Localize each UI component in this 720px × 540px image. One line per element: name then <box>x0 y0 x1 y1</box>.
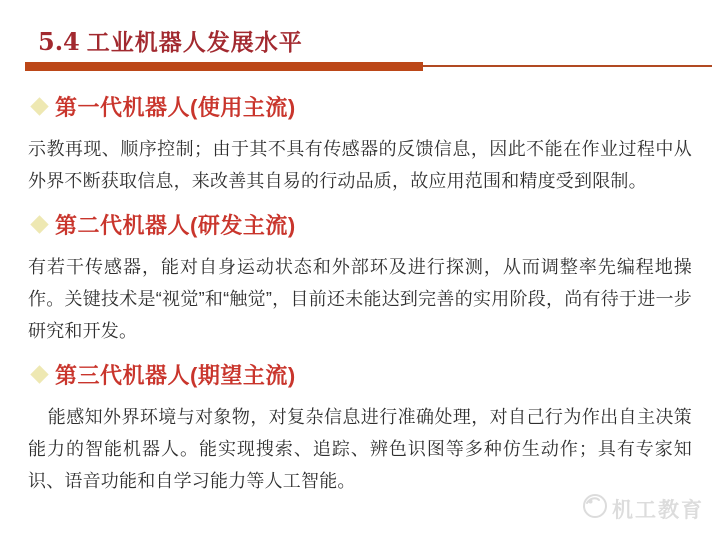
section-heading-row <box>30 209 692 239</box>
page-title-text: 工业机器人发展水平 <box>86 29 303 55</box>
section-heading-row <box>30 91 692 121</box>
section-heading: 第二代机器人(研发主流) <box>55 212 296 238</box>
title-underline-rule <box>25 61 712 71</box>
publisher-watermark-text: 机工教育 <box>612 498 704 522</box>
page-title <box>38 28 700 56</box>
section-second-generation <box>28 209 692 347</box>
section-heading-row <box>30 359 692 389</box>
diamond-bullet-icon <box>30 215 48 233</box>
section-body-text: 示教再现、顺序控制；由于其不具有传感器的反馈信息，因此不能在作业过程中从外界不断获取信息，来改善其自易的行动品质，故应用范围和精度受到限制。 <box>28 139 692 191</box>
publisher-logo-icon <box>582 493 608 524</box>
title-rule-thick-bar <box>25 62 423 71</box>
section-body-text: 能感知外界环境与对象物，对复杂信息进行准确处理，对自己行为作出自主决策能力的智能机器人。能实现搜索、追踪、辨色识图等多种仿生动作；具有专家知识、语音功能和自学习能力等人工智能。 <box>28 407 692 491</box>
diamond-bullet-icon <box>30 97 48 115</box>
section-first-generation <box>28 91 692 197</box>
title-rule-thin-line <box>423 65 712 67</box>
section-body-text: 有若干传感器，能对自身运动状态和外部环及进行探测，从而调整率先编程地操作。关键技术是“视觉”和“触觉”，目前还未能达到完善的实用阶段，尚有待于进一步研究和开发。 <box>28 257 692 341</box>
section-heading: 第一代机器人(使用主流) <box>55 94 296 120</box>
diamond-bullet-icon <box>30 365 48 383</box>
page-title-number: 5.4 <box>38 27 80 56</box>
title-block <box>0 0 720 56</box>
slide-content <box>0 71 720 497</box>
publisher-watermark <box>582 493 704 524</box>
section-third-generation <box>28 359 692 497</box>
section-heading: 第三代机器人(期望主流) <box>55 362 296 388</box>
